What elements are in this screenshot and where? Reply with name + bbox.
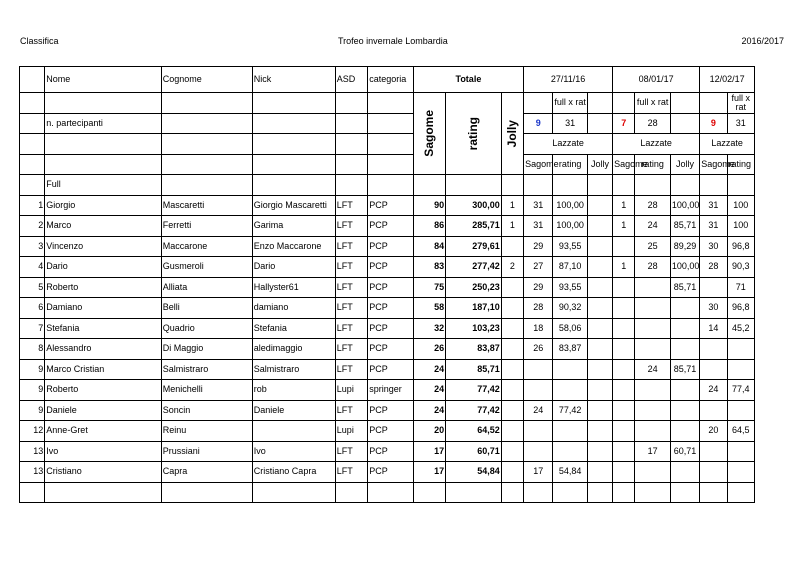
cell-e1s: 27 (524, 257, 553, 278)
cell-e2s (613, 462, 635, 483)
cell-asd: LFT (335, 339, 367, 360)
cell-e1s (524, 441, 553, 462)
cell-cognome: Soncin (161, 400, 252, 421)
cell-e2s (613, 359, 635, 380)
cell-e2x (635, 421, 670, 442)
cell-nick: Giorgio Mascaretti (252, 195, 335, 216)
cell-asd: LFT (335, 462, 367, 483)
event-2-sub-rating: rating (635, 154, 670, 175)
cell-e2x (635, 339, 670, 360)
cell-jolly (501, 236, 523, 257)
cell-e3r: 71 (727, 277, 754, 298)
event-3-sub-rating: rating (727, 154, 754, 175)
cell-e1r: 54,84 (553, 462, 587, 483)
cell-cognome: Reinu (161, 421, 252, 442)
cell-jolly (501, 298, 523, 319)
table-row (20, 318, 755, 339)
cell-e2s (613, 441, 635, 462)
cell-cat: PCP (368, 318, 414, 339)
cell-e2r (670, 339, 699, 360)
cell-e2r: 85,71 (670, 359, 699, 380)
cell-e3r: 100 (727, 216, 754, 237)
event-2-count: 7 (613, 113, 635, 134)
cell-e3s: 30 (700, 236, 727, 257)
cell-jolly: 1 (501, 195, 523, 216)
cell-asd: LFT (335, 318, 367, 339)
cell-pos: 9 (20, 400, 45, 421)
cell-nick (252, 421, 335, 442)
cell-e2x (635, 462, 670, 483)
cell-cat: PCP (368, 236, 414, 257)
cell-nome: Cristiano (45, 462, 161, 483)
cell-e1s: 29 (524, 236, 553, 257)
doc-title-center: Trofeo invernale Lombardia (338, 36, 448, 46)
cell-e3s (700, 462, 727, 483)
table-row (20, 359, 755, 380)
event-1-location: Lazzate (524, 134, 613, 155)
cell-rating: 85,71 (446, 359, 502, 380)
cell-e1r: 58,06 (553, 318, 587, 339)
ranking-table (19, 66, 755, 503)
cell-sagome: 26 (413, 339, 445, 360)
cell-e1r: 93,55 (553, 236, 587, 257)
cell-e1s: 17 (524, 462, 553, 483)
cell-e1j (587, 318, 612, 339)
event-1-fullxrat: full x rat (553, 93, 587, 114)
cell-rating: 54,84 (446, 462, 502, 483)
event-1-date: 27/11/16 (524, 67, 613, 93)
cell-pos: 3 (20, 236, 45, 257)
cell-cat: PCP (368, 359, 414, 380)
cell-asd: LFT (335, 298, 367, 319)
cell-rating: 83,87 (446, 339, 502, 360)
cell-e1r: 77,42 (553, 400, 587, 421)
cell-nome: Marco Cristian (45, 359, 161, 380)
cell-sagome: 17 (413, 462, 445, 483)
cell-e2x: 17 (635, 441, 670, 462)
cell-e1j (587, 400, 612, 421)
col-nick: Nick (252, 67, 335, 93)
cell-e3s: 14 (700, 318, 727, 339)
cell-e1j (587, 216, 612, 237)
cell-e2r (670, 298, 699, 319)
cell-rating: 300,00 (446, 195, 502, 216)
event-3-value: 31 (727, 113, 754, 134)
cell-e1j (587, 298, 612, 319)
cell-e2s (613, 318, 635, 339)
cell-e3s: 30 (700, 298, 727, 319)
cell-e1s: 31 (524, 195, 553, 216)
cell-pos: 7 (20, 318, 45, 339)
table-row (20, 257, 755, 278)
cell-cat: PCP (368, 462, 414, 483)
cell-e1j (587, 339, 612, 360)
event-1-value: 31 (553, 113, 587, 134)
label-partecipanti: n. partecipanti (45, 113, 161, 134)
cell-asd: LFT (335, 257, 367, 278)
cell-e3r: 64,5 (727, 421, 754, 442)
cell-e2s: 1 (613, 195, 635, 216)
cell-cognome: Alliata (161, 277, 252, 298)
cell-e3s: 28 (700, 257, 727, 278)
col-sagome: Sagome (413, 93, 445, 175)
cell-jolly (501, 400, 523, 421)
cell-rating: 277,42 (446, 257, 502, 278)
cell-asd: LFT (335, 236, 367, 257)
cell-asd: LFT (335, 359, 367, 380)
cell-e1s: 29 (524, 277, 553, 298)
event-2-location: Lazzate (613, 134, 700, 155)
cell-e1s: 24 (524, 400, 553, 421)
cell-cat: PCP (368, 400, 414, 421)
cell-e1s: 31 (524, 216, 553, 237)
cell-e1s (524, 421, 553, 442)
cell-nick: damiano (252, 298, 335, 319)
cell-asd: LFT (335, 277, 367, 298)
cell-sagome: 84 (413, 236, 445, 257)
cell-nome: Alessandro (45, 339, 161, 360)
cell-e1j (587, 236, 612, 257)
cell-sagome: 83 (413, 257, 445, 278)
cell-e2r: 60,71 (670, 441, 699, 462)
cell-nick: Garima (252, 216, 335, 237)
cell-e3s (700, 359, 727, 380)
table-row (20, 400, 755, 421)
col-nome: Nome (45, 67, 161, 93)
doc-title-left: Classifica (20, 36, 59, 46)
cell-e2s (613, 421, 635, 442)
cell-e2s (613, 339, 635, 360)
col-jolly: Jolly (501, 93, 523, 175)
cell-e2s: 1 (613, 257, 635, 278)
cell-jolly: 1 (501, 216, 523, 237)
event-3-location: Lazzate (700, 134, 755, 155)
cell-jolly (501, 359, 523, 380)
cell-cat: PCP (368, 441, 414, 462)
cell-jolly (501, 277, 523, 298)
cell-e3s (700, 277, 727, 298)
cell-e2x (635, 277, 670, 298)
cell-pos: 9 (20, 359, 45, 380)
cell-e3r (727, 339, 754, 360)
cell-asd: Lupi (335, 380, 367, 401)
event-2-fullxrat: full x rat (635, 93, 670, 114)
cell-e2x: 24 (635, 359, 670, 380)
cell-jolly (501, 462, 523, 483)
table-row (20, 195, 755, 216)
event-3-sub-sagome: Sagome (700, 154, 727, 175)
cell-e2s: 1 (613, 216, 635, 237)
cell-e3s (700, 339, 727, 360)
cell-e1r: 83,87 (553, 339, 587, 360)
cell-e3r: 90,3 (727, 257, 754, 278)
cell-cognome: Menichelli (161, 380, 252, 401)
doc-season: 2016/2017 (741, 36, 784, 46)
cell-nome: Ivo (45, 441, 161, 462)
cell-cat: PCP (368, 195, 414, 216)
cell-pos: 9 (20, 380, 45, 401)
cell-e3s (700, 441, 727, 462)
cell-e2r (670, 400, 699, 421)
cell-e2r: 100,00 (670, 195, 699, 216)
cell-asd: Lupi (335, 421, 367, 442)
cell-e1r: 100,00 (553, 195, 587, 216)
cell-nome: Roberto (45, 380, 161, 401)
cell-nome: Giorgio (45, 195, 161, 216)
cell-e1r (553, 441, 587, 462)
cell-pos: 1 (20, 195, 45, 216)
cell-e3r: 77,4 (727, 380, 754, 401)
table-row (20, 380, 755, 401)
cell-sagome: 90 (413, 195, 445, 216)
event-3-count: 9 (700, 113, 727, 134)
cell-sagome: 58 (413, 298, 445, 319)
cell-e1r (553, 380, 587, 401)
col-categoria: categoria (368, 67, 414, 93)
cell-e1r: 93,55 (553, 277, 587, 298)
cell-e2x: 25 (635, 236, 670, 257)
cell-cat: PCP (368, 421, 414, 442)
cell-e3s (700, 400, 727, 421)
cell-cat: PCP (368, 298, 414, 319)
cell-nick: Stefania (252, 318, 335, 339)
event-2-value: 28 (635, 113, 670, 134)
cell-e1j (587, 359, 612, 380)
cell-nome: Vincenzo (45, 236, 161, 257)
event-2-date: 08/01/17 (613, 67, 700, 93)
cell-e1r: 100,00 (553, 216, 587, 237)
cell-e2s (613, 298, 635, 319)
cell-e1r (553, 421, 587, 442)
cell-nome: Roberto (45, 277, 161, 298)
label-full: Full (45, 175, 161, 196)
cell-nick: Salmistraro (252, 359, 335, 380)
event-2-sub-sagome: Sagome (613, 154, 635, 175)
cell-e2x: 24 (635, 216, 670, 237)
cell-sagome: 75 (413, 277, 445, 298)
cell-e2x: 28 (635, 257, 670, 278)
cell-e1r (553, 359, 587, 380)
cell-asd: LFT (335, 441, 367, 462)
cell-e3r (727, 400, 754, 421)
cell-asd: LFT (335, 195, 367, 216)
cell-cat: PCP (368, 339, 414, 360)
cell-nick: aledimaggio (252, 339, 335, 360)
cell-e1j (587, 421, 612, 442)
cell-e1s (524, 380, 553, 401)
cell-e3r: 96,8 (727, 298, 754, 319)
cell-e2r (670, 380, 699, 401)
cell-nome: Dario (45, 257, 161, 278)
cell-pos: 13 (20, 462, 45, 483)
cell-e3r (727, 441, 754, 462)
cell-pos: 8 (20, 339, 45, 360)
cell-cognome: Mascaretti (161, 195, 252, 216)
table-row (20, 441, 755, 462)
corner-cell (20, 67, 45, 93)
cell-e2r: 85,71 (670, 216, 699, 237)
cell-cat: PCP (368, 257, 414, 278)
cell-cat: springer (368, 380, 414, 401)
cell-jolly (501, 421, 523, 442)
cell-jolly (501, 339, 523, 360)
ranking-rows (20, 195, 755, 482)
cell-sagome: 24 (413, 359, 445, 380)
col-asd: ASD (335, 67, 367, 93)
cell-e2r (670, 318, 699, 339)
cell-pos: 5 (20, 277, 45, 298)
cell-nick: Ivo (252, 441, 335, 462)
cell-sagome: 24 (413, 380, 445, 401)
cell-asd: LFT (335, 400, 367, 421)
col-rating: rating (446, 93, 502, 175)
cell-e2r: 89,29 (670, 236, 699, 257)
cell-e2r (670, 421, 699, 442)
cell-nome: Damiano (45, 298, 161, 319)
cell-e1r: 90,32 (553, 298, 587, 319)
cell-cat: PCP (368, 216, 414, 237)
cell-e2s (613, 277, 635, 298)
cell-e3r: 45,2 (727, 318, 754, 339)
cell-cognome: Ferretti (161, 216, 252, 237)
cell-pos: 13 (20, 441, 45, 462)
cell-sagome: 24 (413, 400, 445, 421)
cell-e1j (587, 277, 612, 298)
cell-e1j (587, 195, 612, 216)
cell-pos: 4 (20, 257, 45, 278)
table-row (20, 298, 755, 319)
cell-nome: Anne-Gret (45, 421, 161, 442)
cell-e2x (635, 298, 670, 319)
cell-nick: Cristiano Capra (252, 462, 335, 483)
cell-e3r: 96,8 (727, 236, 754, 257)
cell-e2x (635, 380, 670, 401)
cell-e1j (587, 380, 612, 401)
cell-e3s: 20 (700, 421, 727, 442)
event-1-sub-jolly: Jolly (587, 154, 612, 175)
table-row (20, 216, 755, 237)
cell-rating: 187,10 (446, 298, 502, 319)
cell-e1s: 28 (524, 298, 553, 319)
cell-pos: 12 (20, 421, 45, 442)
table-row (20, 277, 755, 298)
event-1-count: 9 (524, 113, 553, 134)
cell-nome: Marco (45, 216, 161, 237)
cell-rating: 285,71 (446, 216, 502, 237)
cell-rating: 60,71 (446, 441, 502, 462)
cell-e1r: 87,10 (553, 257, 587, 278)
cell-sagome: 86 (413, 216, 445, 237)
cell-cognome: Capra (161, 462, 252, 483)
col-totale: Totale (413, 67, 523, 93)
cell-cognome: Maccarone (161, 236, 252, 257)
cell-nick: Hallyster61 (252, 277, 335, 298)
cell-e2s (613, 380, 635, 401)
cell-cognome: Belli (161, 298, 252, 319)
cell-e2x (635, 318, 670, 339)
cell-nome: Daniele (45, 400, 161, 421)
cell-jolly (501, 441, 523, 462)
cell-nick: Enzo Maccarone (252, 236, 335, 257)
cell-cat: PCP (368, 277, 414, 298)
table-row (20, 462, 755, 483)
cell-pos: 6 (20, 298, 45, 319)
col-cognome: Cognome (161, 67, 252, 93)
event-1-sub-rating: rating (553, 154, 587, 175)
cell-e1j (587, 441, 612, 462)
cell-cognome: Salmistraro (161, 359, 252, 380)
cell-cognome: Prussiani (161, 441, 252, 462)
cell-e2s (613, 236, 635, 257)
cell-rating: 103,23 (446, 318, 502, 339)
cell-e2r: 100,00 (670, 257, 699, 278)
cell-pos: 2 (20, 216, 45, 237)
cell-e3r (727, 359, 754, 380)
event-3-fullxrat: full x rat (727, 93, 754, 114)
cell-e2r: 85,71 (670, 277, 699, 298)
cell-e1j (587, 257, 612, 278)
cell-e3s: 31 (700, 195, 727, 216)
cell-nick: Dario (252, 257, 335, 278)
cell-rating: 77,42 (446, 400, 502, 421)
cell-rating: 279,61 (446, 236, 502, 257)
cell-nick: Daniele (252, 400, 335, 421)
cell-rating: 64,52 (446, 421, 502, 442)
cell-e2x: 28 (635, 195, 670, 216)
cell-cognome: Quadrio (161, 318, 252, 339)
cell-e3r (727, 462, 754, 483)
cell-sagome: 20 (413, 421, 445, 442)
event-3-date: 12/02/17 (700, 67, 755, 93)
cell-e2r (670, 462, 699, 483)
cell-sagome: 32 (413, 318, 445, 339)
cell-cognome: Gusmeroli (161, 257, 252, 278)
cell-e1s (524, 359, 553, 380)
cell-jolly: 2 (501, 257, 523, 278)
table-row (20, 421, 755, 442)
cell-jolly (501, 380, 523, 401)
table-row (20, 236, 755, 257)
event-2-sub-jolly: Jolly (670, 154, 699, 175)
table-row (20, 339, 755, 360)
cell-e1s: 18 (524, 318, 553, 339)
cell-e3s: 31 (700, 216, 727, 237)
cell-e3r: 100 (727, 195, 754, 216)
cell-e1j (587, 462, 612, 483)
cell-asd: LFT (335, 216, 367, 237)
cell-nome: Stefania (45, 318, 161, 339)
cell-cognome: Di Maggio (161, 339, 252, 360)
cell-e2s (613, 400, 635, 421)
cell-rating: 250,23 (446, 277, 502, 298)
cell-sagome: 17 (413, 441, 445, 462)
cell-jolly (501, 318, 523, 339)
cell-e3s: 24 (700, 380, 727, 401)
cell-rating: 77,42 (446, 380, 502, 401)
cell-e2x (635, 400, 670, 421)
cell-nick: rob (252, 380, 335, 401)
event-1-sub-sagome: Sagome (524, 154, 553, 175)
cell-e1s: 26 (524, 339, 553, 360)
